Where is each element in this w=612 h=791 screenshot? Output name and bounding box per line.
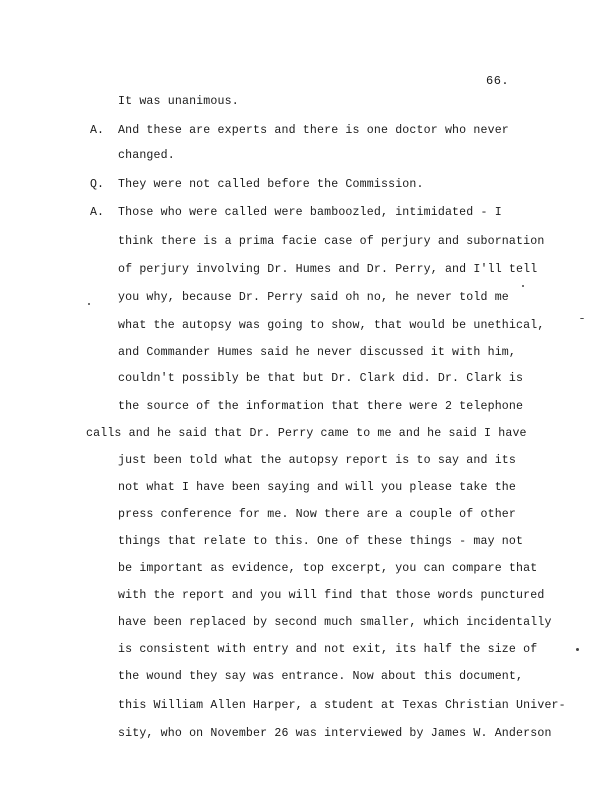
speaker-marker: Q. <box>90 178 104 191</box>
text-line: you why, because Dr. Perry said oh no, he never told me <box>118 291 509 304</box>
text-line: think there is a prima facie case of perjury and subornation <box>118 235 545 248</box>
text-line: this William Allen Harper, a student at Texas Christian Univer- <box>118 699 566 712</box>
text-line: and Commander Humes said he never discussed it with him, <box>118 346 517 359</box>
text-line: is consistent with entry and not exit, its half the size of <box>118 643 538 656</box>
text-line: the wound they say was entrance. Now about this document, <box>118 670 524 683</box>
text-line: not what I have been saying and will you please take the <box>118 481 517 494</box>
text-line: couldn't possibly be that but Dr. Clark did. Dr. Clark is <box>118 372 524 385</box>
text-line: Those who were called were bamboozled, intimidated - I <box>118 206 502 219</box>
page-number: 66. <box>486 74 510 88</box>
text-line: of perjury involving Dr. Humes and Dr. Perry, and I'll tell <box>118 263 538 276</box>
text-line: changed. <box>118 149 175 162</box>
text-line: They were not called before the Commission. <box>118 178 424 191</box>
text-line: And these are experts and there is one doctor who never <box>118 124 509 137</box>
scan-speck <box>580 318 584 319</box>
text-line: be important as evidence, top excerpt, you can compare that <box>118 562 538 575</box>
text-line: It was unanimous. <box>118 95 239 108</box>
text-line: sity, who on November 26 was interviewed by James W. Anderson <box>118 727 552 740</box>
text-line: press conference for me. Now there are a couple of other <box>118 508 517 521</box>
text-line: the source of the information that there were 2 telephone <box>118 400 524 413</box>
scan-speck <box>522 285 524 287</box>
scan-speck <box>576 648 579 651</box>
text-line: things that relate to this. One of these things - may not <box>118 535 524 548</box>
speaker-marker: A. <box>90 206 104 219</box>
text-line: what the autopsy was going to show, that would be unethical, <box>118 319 545 332</box>
text-line: with the report and you will find that those words punctured <box>118 589 545 602</box>
text-line: calls and he said that Dr. Perry came to me and he said I have <box>86 427 527 440</box>
speaker-marker: A. <box>90 124 104 137</box>
scan-speck <box>88 303 90 305</box>
text-line: have been replaced by second much smaller, which incidentally <box>118 616 552 629</box>
text-line: just been told what the autopsy report is to say and its <box>118 454 517 467</box>
